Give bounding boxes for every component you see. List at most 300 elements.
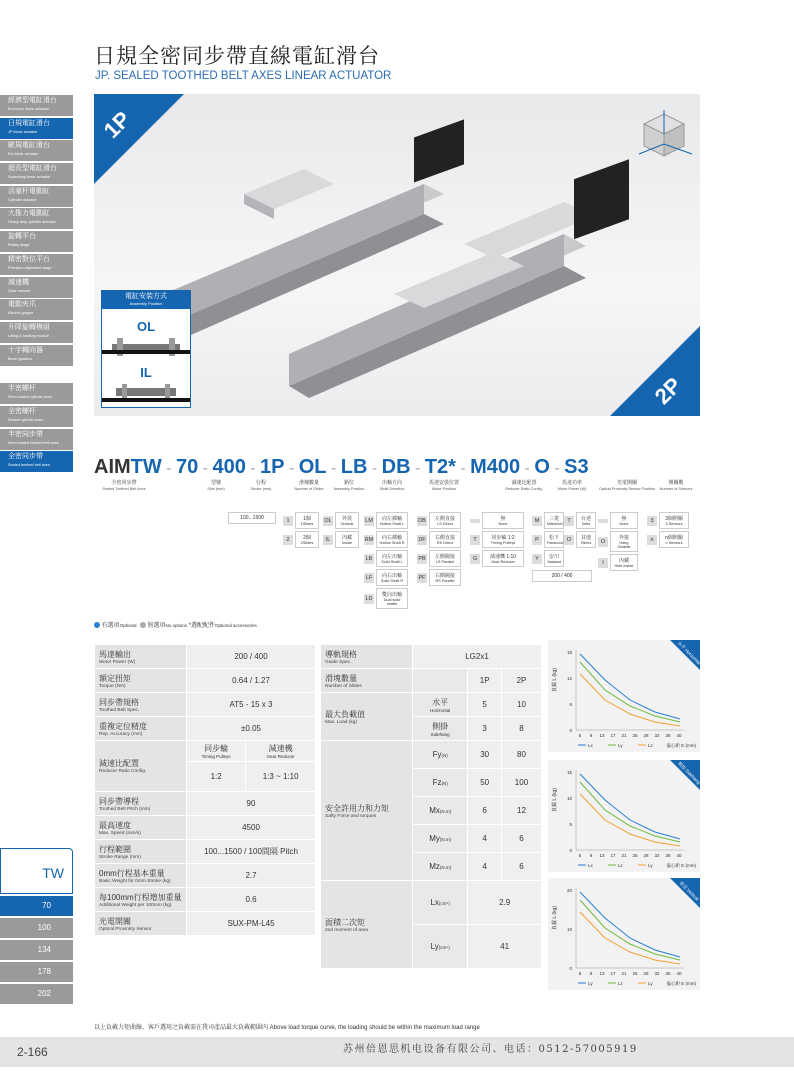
model-dash: - [284, 460, 299, 477]
sidebar-item[interactable] [0, 208, 73, 229]
model-label-en: Sealed Toothed Belt Axes [102, 487, 146, 491]
model-label [542, 480, 602, 492]
option-cn: 雙向出軸 [381, 592, 402, 598]
spec-label-cn: 最高速度 [99, 820, 131, 830]
sidebar-item-label: 減速機 [8, 278, 29, 286]
option-desc [544, 531, 564, 548]
model-label [414, 480, 474, 492]
spec-key-sym: Mz [429, 862, 440, 871]
chart-panel [548, 878, 700, 990]
option-en: Solid Shaft L [381, 560, 403, 564]
load-curve-chart [548, 878, 700, 990]
x-tick: 13 [599, 971, 605, 976]
option-en: RS Parallel [435, 579, 455, 583]
option-row [417, 569, 461, 586]
spec-key-sym: Lx [430, 898, 439, 907]
spec-label [95, 669, 187, 693]
option-en: Yaskawa [547, 560, 561, 564]
option-desc [376, 550, 408, 567]
option-cn: 減速機 1:10 [489, 554, 517, 560]
model-part: 70 [175, 456, 199, 478]
sidebar-item[interactable] [0, 254, 73, 275]
y-tick: 0 [569, 848, 572, 853]
sidebar-item[interactable] [0, 429, 73, 450]
sidebar-item-label: 活塞杆電動缸 [8, 187, 50, 195]
option-desc [295, 531, 319, 548]
x-tick: 5 [578, 853, 582, 858]
spec-value: 0.64 / 1.27 [187, 669, 316, 693]
spec-key [413, 769, 468, 797]
opt-sensors [647, 512, 689, 550]
spec-row [95, 912, 316, 936]
x-tick: 32 [654, 853, 660, 858]
spec-label-en: Motor Power (W) [99, 659, 136, 665]
sidebar-item[interactable] [0, 383, 73, 404]
spec-sub-en: Gear Reducer [266, 754, 295, 759]
y-tick: 15 [566, 770, 572, 775]
sidebar-item-sub: Lifting & rotating module [8, 333, 49, 338]
option-en: Outside [340, 522, 354, 526]
option-code: OL [324, 517, 332, 524]
spec-value: 50 [468, 769, 502, 797]
option-en: None [498, 522, 508, 526]
sidebar-item-sub: JP linear actuator [8, 129, 38, 134]
spec-label-cn: 額定扭矩 [99, 673, 131, 683]
option-en: Hollow Shaft R [379, 541, 405, 545]
model-label-en: Number of Slides [294, 487, 324, 491]
x-tick: 9 [589, 733, 593, 738]
series-line [580, 662, 680, 722]
sidebar [0, 95, 73, 474]
page-number: 2-166 [17, 1045, 48, 1059]
model-part: 1P [260, 456, 285, 478]
model-label-cn: 馬達安裝位置 [428, 480, 459, 486]
sidebar-item-sub: Precision alignment stage [8, 265, 52, 270]
spec-key-sym: Ly [430, 942, 439, 951]
spec-key [413, 741, 468, 769]
x-axis-label: 偏心距 E (mm) [666, 863, 696, 868]
spec-row [95, 816, 316, 840]
sidebar-item[interactable] [0, 163, 73, 184]
spec-key-unit: (cm⁴) [438, 945, 450, 950]
option-row [470, 550, 524, 567]
option-desc [335, 512, 359, 529]
size-nav-item[interactable]: 134 [0, 940, 73, 960]
option-row [532, 512, 596, 529]
legend-label: Lx [588, 863, 593, 868]
option-desc [576, 512, 596, 529]
spec-label [95, 693, 187, 717]
option-en: 1Slides [300, 522, 314, 526]
opt-position [323, 512, 359, 550]
company-info: 苏州倍恩思机电设备有限公司、电话：0512-57005919 [343, 1044, 638, 1055]
model-label-en: Size (mm) [207, 487, 225, 491]
option-en: Others [580, 541, 592, 545]
option-code: PF [418, 574, 426, 581]
option-cn: 向右出軸 [381, 573, 402, 579]
spec-label-en: Additional Weight per 100mm (kg) [99, 902, 172, 908]
page-subtitle: JP. SEALED TOOTHED BELT AXES LINEAR ACTUATOR [95, 70, 392, 82]
option-cn: 左側直接 [434, 516, 455, 522]
spec-key-sym: Fz [432, 778, 442, 787]
option-row [532, 531, 596, 548]
y-tick: 10 [566, 796, 572, 801]
sidebar-item[interactable] [0, 345, 73, 366]
spec-value: 1:2 [187, 762, 246, 792]
opt-motor-brand [532, 512, 596, 569]
option-en: Gear Reducer [491, 560, 515, 564]
option-desc [376, 569, 408, 586]
chart-panel [548, 640, 700, 752]
option-cn: 右側直接 [434, 535, 455, 541]
series-line [580, 782, 680, 842]
x-tick: 36 [665, 853, 671, 858]
tag-2p: 2P [649, 372, 687, 410]
spec-value: 2P [501, 669, 541, 693]
spec-label-en: Max. Speed (mm/s) [99, 830, 141, 836]
model-tw: TW [130, 456, 162, 478]
x-tick: 13 [599, 733, 605, 738]
model-label [646, 480, 706, 492]
sidebar-item[interactable] [0, 231, 73, 252]
option-row [323, 531, 359, 548]
option-en: LS Direct [437, 522, 453, 526]
spec-key [413, 717, 468, 741]
spec-value: 4 [468, 825, 502, 853]
opt-shaft [364, 512, 408, 611]
option-desc [376, 531, 408, 548]
x-tick: 25 [632, 733, 638, 738]
option-desc [659, 512, 689, 529]
option-en: RS Direct [436, 541, 454, 545]
model-label-cn: 開關數 [668, 480, 684, 486]
opt-reducer [470, 512, 524, 569]
spec-row [95, 864, 316, 888]
option-code: I [598, 558, 608, 568]
spec-key [413, 881, 468, 925]
spec-table-right [320, 644, 542, 969]
spec-label [321, 741, 413, 881]
sidebar-item-sub: Sealed toothed belt axes [8, 463, 50, 468]
spec-label [95, 912, 187, 936]
option-desc [576, 531, 596, 548]
option-en: None [619, 522, 629, 526]
x-tick: 25 [632, 853, 638, 858]
spec-label-cn: 面積二次矩 [325, 917, 365, 927]
model-label-en: Motor Power (W) [557, 487, 587, 491]
sidebar-item-label: 超長型電缸滑台 [8, 165, 57, 173]
x-tick: 9 [589, 971, 593, 976]
option-row [364, 531, 408, 548]
spec-value: 200 / 400 [187, 645, 316, 669]
spec-sub [187, 741, 246, 762]
option-row [364, 569, 408, 586]
spec-label-en: Guide Spec. [325, 659, 352, 665]
legend-label: Ly [618, 743, 623, 748]
spec-label [95, 816, 187, 840]
series-line [580, 774, 680, 839]
option-cn: 向左出軸 [381, 554, 402, 560]
option-cn: 2個 [303, 535, 311, 541]
spec-key [413, 797, 468, 825]
y-tick: 6 [569, 702, 572, 707]
y-axis-label: 負載 L (kg) [552, 906, 558, 930]
option-cn: 內藏 [618, 558, 629, 564]
option-code: 1 [283, 516, 293, 526]
spec-label-cn: 馬達輸出 [99, 649, 131, 659]
spec-label-cn: 重複定位精度 [99, 721, 147, 731]
corner-ribbon-1p [94, 94, 184, 184]
model-labels [94, 480, 700, 500]
spec-value: 6 [501, 825, 541, 853]
model-label [94, 480, 154, 492]
sidebar-item[interactable] [0, 406, 73, 427]
sidebar-item-sub: Semi sealed cylinder axes [8, 395, 53, 400]
model-prefix: AIM [94, 456, 131, 478]
opt-slides [283, 512, 319, 550]
spec-value: 1P [468, 669, 502, 693]
model-label-en: Optical Proximity Sensor Position [598, 487, 656, 491]
spec-table-left [94, 644, 316, 936]
option-code: IL [323, 535, 333, 545]
model-label [362, 480, 422, 492]
spec-row [321, 881, 542, 925]
size-nav-item[interactable]: 100 [0, 918, 73, 938]
sidebar-item[interactable] [0, 277, 73, 298]
option-code: T [564, 516, 574, 526]
option-row [532, 550, 596, 567]
mount-panel [101, 290, 191, 408]
sidebar-item-sub: Sealed cylinder axes [8, 417, 44, 422]
spec-sub [246, 741, 316, 762]
spec-label-en: Reducer Ratio Config. [99, 769, 147, 774]
option-cn: 其他 [580, 535, 591, 541]
x-tick: 9 [589, 853, 593, 858]
option-cn: 無 [621, 516, 627, 522]
spec-value: 10 [501, 693, 541, 717]
legend-label: Ly [588, 981, 593, 986]
option-code: O [564, 535, 574, 545]
option-en: Hollow Shaft L [379, 522, 405, 526]
x-tick: 13 [599, 853, 605, 858]
spec-label [95, 717, 187, 741]
spec-value: 0.6 [187, 888, 316, 912]
corner-ribbon-2p [610, 326, 700, 416]
x-tick: 17 [610, 733, 616, 738]
model-dash: - [367, 460, 382, 477]
option-desc [544, 550, 564, 567]
model-label-en: Assembly Position [333, 487, 365, 491]
y-tick: 0 [569, 728, 572, 733]
model-part: LB [340, 456, 368, 478]
spec-label [321, 669, 413, 693]
option-en: Hang Outside [617, 541, 631, 549]
spec-value: SUX-PM-L45 [187, 912, 316, 936]
legend-label: Lz [648, 743, 653, 748]
spec-label [95, 645, 187, 669]
sidebar-item-sub: Rotary stage [8, 243, 30, 248]
x-tick: 40 [676, 853, 682, 858]
spec-label-en: Number of Slides [325, 683, 362, 689]
spec-row [95, 888, 316, 912]
option-row [647, 512, 689, 529]
spec-label [321, 693, 413, 741]
spec-blank [413, 669, 468, 693]
option-en: 3 Sensors [665, 522, 683, 526]
option-cn: 向右插軸 [381, 535, 402, 541]
sidebar-item-sub: Superlong linear actuator [8, 175, 51, 180]
option-cn: 右側閥接 [434, 573, 455, 579]
size-nav [0, 848, 73, 1004]
spec-value: 1:3 ~ 1:10 [246, 762, 316, 792]
option-desc [376, 512, 408, 529]
option-row [417, 531, 461, 548]
option-en: Delta [581, 522, 591, 526]
x-tick: 32 [654, 971, 660, 976]
model-label-en: Shaft Direction [379, 487, 405, 491]
spec-value: 6 [501, 853, 541, 881]
spec-label-cn: 最大負載值 [325, 709, 365, 719]
x-tick: 21 [621, 971, 627, 976]
option-row [470, 512, 524, 529]
sidebar-item-label: 半密螺杆 [8, 385, 36, 393]
option-desc [376, 588, 408, 609]
footnote: 以上負載力矩曲線，客戶選用之負載需在我司產品最大負載範圍內 Above load torque curve, the loading should be within the maximum load range [94, 1025, 480, 1031]
sidebar-item-sub: Cylinder actuator [8, 197, 37, 202]
series-line [580, 654, 680, 719]
spec-key [413, 825, 468, 853]
model-code [94, 456, 589, 479]
chart-tag: 垂直 Vertical [678, 880, 700, 902]
option-row [283, 531, 319, 548]
option-code: O [598, 537, 608, 547]
spec-row [321, 645, 542, 669]
option-row [417, 512, 461, 529]
model-dash: - [326, 460, 341, 477]
opt-motor-power: 200 / 400 [532, 570, 592, 582]
x-axis-label: 偏心距 E (mm) [666, 981, 696, 986]
option-code: G [470, 554, 480, 564]
option-desc [295, 512, 319, 529]
spec-value: 80 [501, 741, 541, 769]
spec-key [413, 925, 468, 969]
spec-key-unit: (N.m) [439, 809, 452, 814]
option-row [647, 531, 689, 548]
sidebar-item[interactable] [0, 299, 73, 320]
sidebar-item-label: 升降旋轉模組 [8, 323, 50, 331]
size-nav-item[interactable]: 178 [0, 962, 73, 982]
option-row [598, 512, 638, 529]
option-cn: 外接 [618, 535, 629, 541]
spec-label [321, 645, 413, 669]
spec-label-en: Basic Weight for 0mm Stroke (kg) [99, 878, 171, 884]
model-dash: - [520, 460, 535, 477]
size-nav-title: TW [0, 848, 73, 894]
y-axis-label: 負載 L (kg) [552, 668, 558, 692]
spec-value: 90 [187, 792, 316, 816]
option-cn: 無 [500, 516, 506, 522]
size-nav-item[interactable]: 202 [0, 984, 73, 1004]
y-tick: 12 [566, 676, 572, 681]
spec-key [413, 853, 468, 881]
model-part: T2* [424, 456, 456, 478]
model-part: 400 [212, 456, 246, 478]
option-desc [610, 512, 638, 529]
option-row [323, 512, 359, 529]
option-row [283, 512, 319, 529]
chart-tag: 側掛 Sidehang [676, 760, 700, 786]
spec-key-sym: Fy [432, 750, 442, 759]
spec-value: 4500 [187, 816, 316, 840]
option-code: LM [365, 517, 373, 524]
sidebar-item[interactable] [0, 451, 73, 472]
option-desc [544, 512, 564, 529]
x-tick: 28 [643, 733, 649, 738]
spec-label-en: Max. Load (kg) [325, 719, 357, 725]
spec-row [95, 840, 316, 864]
x-tick: 40 [676, 733, 682, 738]
model-label-cn: 型號 [210, 480, 221, 486]
sidebar-item-label: 歐規電缸滑台 [8, 142, 50, 150]
spec-label-cn: 同步帶導程 [99, 796, 139, 806]
sidebar-item-label: 電動夾爪 [8, 301, 36, 309]
model-part: OL [298, 456, 327, 478]
mount-il-diagram [102, 380, 190, 406]
sidebar-item-sub: Semi sealed toothed belt axes [8, 440, 59, 445]
no-option-dot-icon [140, 622, 146, 628]
x-tick: 40 [676, 971, 682, 976]
spec-key [413, 693, 468, 717]
sidebar-item[interactable] [0, 118, 73, 139]
option-code: P [532, 535, 542, 545]
x-tick: 5 [578, 971, 582, 976]
sidebar-item-label: 大推力電動缸 [8, 210, 50, 218]
model-label-en: Motor Position [431, 487, 457, 491]
spec-label [95, 864, 187, 888]
option-row [364, 588, 408, 609]
spec-label-cn: 每100mm行程增加重量 [99, 892, 182, 902]
mount-title: 電缸安裝方式 Assembly Position [102, 291, 190, 309]
sidebar-item-label: 十字轉向器 [8, 346, 43, 354]
option-desc [482, 512, 524, 529]
sidebar-item[interactable] [0, 95, 73, 116]
option-code: 3 [647, 516, 657, 526]
option-cn: 台達 [580, 516, 591, 522]
model-dash: - [549, 460, 565, 477]
x-tick: 17 [610, 971, 616, 976]
x-axis-label: 偏心距 E (mm) [666, 743, 696, 748]
mount-ol-label: OL [136, 319, 156, 334]
model-part: DB [381, 456, 411, 478]
sidebar-item-label: 全密螺杆 [8, 407, 36, 415]
model-label-cn: 光電開關 [616, 480, 637, 486]
size-nav-item[interactable]: 70 [0, 896, 73, 916]
x-tick: 21 [621, 733, 627, 738]
sidebar-gap [0, 367, 73, 383]
spec-label [95, 741, 187, 792]
spec-label-cn: 行程範圍 [99, 844, 131, 854]
sidebar-item[interactable] [0, 140, 73, 161]
spec-sub-en: Timing Pulleys [201, 754, 231, 759]
sidebar-item[interactable] [0, 322, 73, 343]
option-row [598, 531, 638, 552]
spec-label-cn: 0mm行程基本重量 [99, 868, 165, 878]
option-code: M [532, 516, 542, 526]
opt-motor-position [417, 512, 461, 588]
spec-label-cn: 光電開關 [99, 916, 131, 926]
sidebar-item[interactable] [0, 186, 73, 207]
option-cn: 三菱 [548, 516, 559, 522]
